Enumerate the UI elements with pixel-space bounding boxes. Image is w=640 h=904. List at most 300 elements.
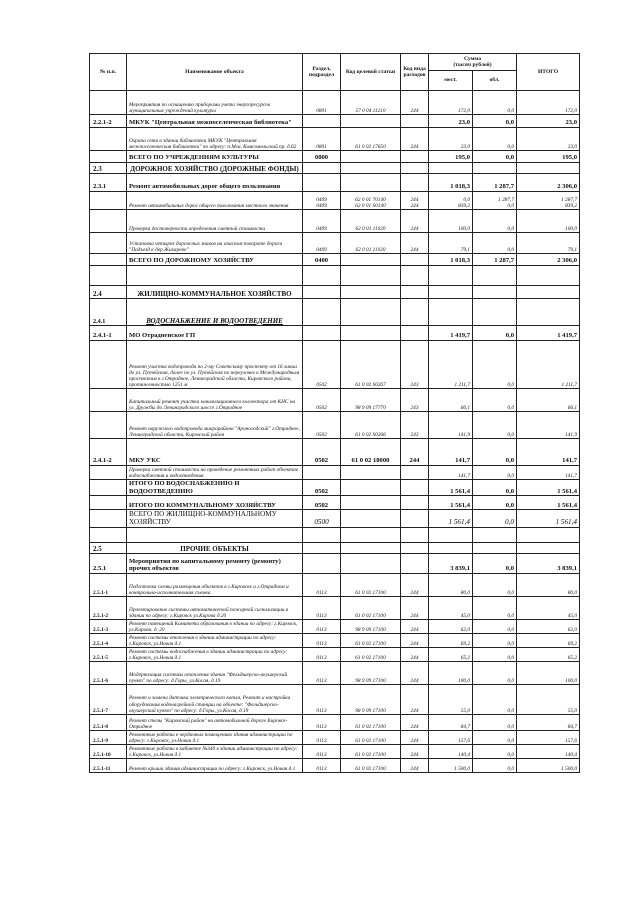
cell-name: ВСЕГО ПО ЖИЛИЩНО-КОММУНАЛЬНОМУ ХОЗЯЙСТВУ — [127, 510, 303, 528]
cell-kvr: 244 — [401, 744, 429, 758]
cell-section: 0113 — [303, 619, 341, 633]
cell-kvr: 244 — [401, 684, 429, 714]
cell-kvr — [401, 174, 429, 192]
cell-local: 1 211,7 — [429, 341, 473, 389]
cell-kcs: 61 0 02 17650 — [341, 128, 401, 151]
cell-regional: 0,0 — [473, 412, 517, 439]
cell-name: МО Отрадненское ГП — [127, 326, 303, 341]
cell-local — [429, 527, 473, 542]
cell-total: 100,0 — [517, 661, 580, 684]
cell-total: 3 839,1 — [517, 553, 580, 573]
cell-local: 141,9 — [429, 412, 473, 439]
cell-kcs — [341, 286, 401, 299]
cell-regional: 0,0 — [473, 596, 517, 619]
table-row — [90, 233, 580, 254]
cell-kcs: 62 0 01 70140 62 0 01 S0140 — [341, 192, 401, 210]
cell-regional: 0,0 — [473, 661, 517, 684]
cell-section: 0801 — [303, 128, 341, 151]
cell-kvr: 244 — [401, 91, 429, 115]
cell-regional — [473, 266, 517, 286]
cell-kvr: 244 — [401, 730, 429, 744]
cell-local: 0,0 839,2 — [429, 192, 473, 210]
cell-local — [429, 542, 473, 553]
cell-kvr: 243 — [401, 389, 429, 412]
cell-kvr: 244 — [401, 128, 429, 151]
cell-regional: 0,0 — [473, 439, 517, 466]
cell-kvr: 244 — [401, 439, 429, 466]
cell-kcs — [341, 163, 401, 174]
cell-kcs — [341, 553, 401, 573]
cell-section — [303, 326, 341, 341]
cell-local: 1 500,0 — [429, 758, 473, 772]
cell-kvr — [401, 151, 429, 163]
cell-section — [303, 286, 341, 299]
cell-regional: 0,0 — [473, 466, 517, 480]
cell-code — [90, 466, 127, 480]
cell-section: 0113 — [303, 714, 341, 730]
cell-name: Проектирование системы автоматической пожарной сигнализации в здании по адресу: г.Кировск ул.Кирова д.20 — [127, 596, 303, 619]
table-row — [90, 254, 580, 266]
cell-kvr — [401, 115, 429, 128]
table-row — [90, 115, 580, 128]
cell-name: Ремонт автомобильных дорог общего пользования местного значения — [127, 192, 303, 210]
cell-section — [303, 542, 341, 553]
cell-local: 79,1 — [429, 233, 473, 254]
table-row — [90, 299, 580, 326]
cell-total: 84,7 — [517, 714, 580, 730]
header-section: Раздел, подраздел — [303, 54, 341, 91]
cell-kvr: 244 — [401, 647, 429, 661]
cell-local: 100,0 — [429, 661, 473, 684]
table-row — [90, 151, 580, 163]
cell-name: Ремонт стелы "Кировский район" на автомобильной дороге Кировск-Отрадное — [127, 714, 303, 730]
cell-kcs: 61 0 02 17100 — [341, 633, 401, 647]
cell-section: 0801 — [303, 91, 341, 115]
cell-section: 0113 — [303, 730, 341, 744]
cell-kvr — [401, 163, 429, 174]
cell-local: 157,6 — [429, 730, 473, 744]
cell-kcs: 61 0 02 17100 — [341, 596, 401, 619]
cell-total: 100,0 — [517, 210, 580, 233]
cell-name: Ремонтные работы в кабинете №340 в здании администрации по адресу: г.Кировск, ул.Новая д.1 — [127, 744, 303, 758]
cell-section: 0113 — [303, 744, 341, 758]
budget-table — [89, 53, 580, 773]
cell-section: 0409 0409 — [303, 192, 341, 210]
cell-regional: 0,0 — [473, 151, 517, 163]
header-regional: обл. — [473, 71, 517, 91]
cell-name: Мероприятия по оснащению приборами учета энергоресурсов муниципальных учреждений культуры — [127, 91, 303, 115]
cell-kcs — [341, 466, 401, 480]
cell-name: Ремонт системы отопления в здании администрации по адресу: г.Кировск, ул.Новая д.1 — [127, 633, 303, 647]
cell-local: 69,2 — [429, 633, 473, 647]
cell-code: 2.4.1-1 — [90, 326, 127, 341]
cell-local: 80,0 — [429, 573, 473, 596]
cell-kvr: 244 — [401, 210, 429, 233]
table-row — [90, 714, 580, 730]
cell-kvr — [401, 496, 429, 510]
cell-total: 45,0 — [517, 596, 580, 619]
cell-section: 0500 — [303, 510, 341, 528]
cell-local: 23,0 — [429, 128, 473, 151]
cell-section: 0113 — [303, 661, 341, 684]
cell-name: Проверка достоверности определения сметной стоимости — [127, 210, 303, 233]
cell-kcs: 98 9 09 17100 — [341, 684, 401, 714]
cell-regional: 0,0 — [473, 684, 517, 714]
cell-regional: 0,0 — [473, 573, 517, 596]
table-row — [90, 163, 580, 174]
cell-code: 2.2.1-2 — [90, 115, 127, 128]
cell-regional — [473, 542, 517, 553]
header-local: мест. — [429, 71, 473, 91]
cell-section: 0502 — [303, 412, 341, 439]
table-row — [90, 684, 580, 714]
table-row — [90, 730, 580, 744]
cell-code — [90, 192, 127, 210]
cell-section: 0502 — [303, 496, 341, 510]
cell-kvr — [401, 254, 429, 266]
cell-name: Ремонт наружного водопровода микрорайона "Ароногодский" г.Отрадное, Ленинградской области, Кировский район — [127, 412, 303, 439]
cell-total: 23,0 — [517, 128, 580, 151]
cell-kcs — [341, 480, 401, 496]
cell-section: 0113 — [303, 758, 341, 772]
table-row — [90, 496, 580, 510]
cell-name: ПРОЧИЕ ОБЪЕКТЫ — [127, 542, 303, 553]
cell-regional: 0,0 — [473, 210, 517, 233]
cell-code — [90, 527, 127, 542]
cell-local: 140,4 — [429, 744, 473, 758]
table-row — [90, 266, 580, 286]
cell-code — [90, 151, 127, 163]
cell-code: 2.5 — [90, 542, 127, 553]
cell-name — [127, 266, 303, 286]
cell-section: 0800 — [303, 151, 341, 163]
cell-total: 140,4 — [517, 744, 580, 758]
cell-total: 195,0 — [517, 151, 580, 163]
table-row — [90, 744, 580, 758]
cell-code — [90, 210, 127, 233]
header-kcs: Код целевой статьи — [341, 54, 401, 91]
cell-total: 69,2 — [517, 633, 580, 647]
cell-name — [127, 527, 303, 542]
cell-section: 0113 — [303, 596, 341, 619]
cell-total: 65,2 — [517, 647, 580, 661]
cell-kcs — [341, 174, 401, 192]
table-row — [90, 439, 580, 466]
header-num: № п.п. — [90, 54, 127, 91]
cell-name: ВСЕГО ПО ДОРОЖНОМУ ХОЗЯЙСТВУ — [127, 254, 303, 266]
table-row — [90, 758, 580, 772]
cell-kvr — [401, 480, 429, 496]
cell-kcs: 61 0 02 17100 — [341, 573, 401, 596]
cell-kcs — [341, 510, 401, 528]
cell-kcs — [341, 542, 401, 553]
table-row — [90, 633, 580, 647]
cell-total — [517, 527, 580, 542]
cell-code — [90, 510, 127, 528]
table-row — [90, 527, 580, 542]
cell-total: 141,9 — [517, 412, 580, 439]
cell-regional: 0,0 — [473, 633, 517, 647]
cell-code: 2.4 — [90, 286, 127, 299]
cell-regional: 0,0 — [473, 510, 517, 528]
cell-local: 172,0 — [429, 91, 473, 115]
cell-total: 1 287,7 839,2 — [517, 192, 580, 210]
cell-regional: 0,0 — [473, 758, 517, 772]
table-row — [90, 174, 580, 192]
cell-name: Капитальный ремонт участка канализационного коллектора от КНС на ул. Дружбы до Ленинградского шоссе г.Отрадное — [127, 389, 303, 412]
table-body — [90, 91, 580, 773]
cell-code — [90, 91, 127, 115]
cell-code: 2.5.1-5 — [90, 647, 127, 661]
cell-regional: 0,0 — [473, 496, 517, 510]
header-name: Наименование объекта — [127, 54, 303, 91]
cell-regional: 1 287,7 — [473, 254, 517, 266]
cell-section: 0502 — [303, 439, 341, 466]
cell-local — [429, 299, 473, 326]
cell-total: 2 306,0 — [517, 174, 580, 192]
cell-kcs: 62 0 01 11020 — [341, 233, 401, 254]
cell-section: 0400 — [303, 254, 341, 266]
cell-code: 2.5.1-2 — [90, 596, 127, 619]
cell-kvr — [401, 326, 429, 341]
cell-total: 141,7 — [517, 439, 580, 466]
cell-total: 141,7 — [517, 466, 580, 480]
cell-total — [517, 542, 580, 553]
cell-regional: 0,0 — [473, 233, 517, 254]
cell-local: 62,0 — [429, 619, 473, 633]
cell-code: 2.5.1-6 — [90, 661, 127, 684]
cell-total: 55,0 — [517, 684, 580, 714]
cell-local: 1 419,7 — [429, 326, 473, 341]
cell-section: 0113 — [303, 684, 341, 714]
cell-total — [517, 299, 580, 326]
cell-kvr — [401, 286, 429, 299]
cell-code — [90, 341, 127, 389]
cell-kcs: 62 0 01 11020 — [341, 210, 401, 233]
table-row — [90, 128, 580, 151]
cell-name: Проверка сметной стоимости на проведение ремонтных работ объектов водоснабжения и водоотведения — [127, 466, 303, 480]
cell-total: 2 306,0 — [517, 254, 580, 266]
cell-local: 23,0 — [429, 115, 473, 128]
cell-name: Ремонт крыши здания администрации по адресу: г.Кировск, ул.Новая д.1 — [127, 758, 303, 772]
cell-local: 141,7 — [429, 466, 473, 480]
cell-code: 2.4.1-2 — [90, 439, 127, 466]
cell-local: 1 561,4 — [429, 496, 473, 510]
cell-total: 1 500,0 — [517, 758, 580, 772]
table-row — [90, 326, 580, 341]
cell-section — [303, 266, 341, 286]
cell-section: 0113 — [303, 633, 341, 647]
cell-local: 1 561,4 — [429, 480, 473, 496]
cell-kvr: 244 — [401, 233, 429, 254]
cell-kcs — [341, 326, 401, 341]
cell-kcs: 61 0 02 17100 — [341, 647, 401, 661]
table-row — [90, 210, 580, 233]
cell-section: 0502 — [303, 480, 341, 496]
cell-name: Ремонт участка водопровода по 2-му Советскому проспекту от 16 линии до ул. Путейская, далее по ул. Путейская по переулочке к Международным проспектам в г.Отрадное, Ленинградской области, Кировского района, протяженностью 1251 м — [127, 341, 303, 389]
cell-total: 66,1 — [517, 389, 580, 412]
cell-name: Охрана сети в здании библиотеки МКУК "Центральная межпоселенческая библиотека" по адресу: п.Мга, Комсомольский пр. д.62 — [127, 128, 303, 151]
cell-local: 55,0 — [429, 684, 473, 714]
cell-name: Мероприятия по капитальному ремонту (ремонту) прочих объектов — [127, 553, 303, 573]
cell-code — [90, 496, 127, 510]
table-row — [90, 510, 580, 528]
cell-kvr: 244 — [401, 633, 429, 647]
cell-kcs — [341, 151, 401, 163]
cell-regional: 1 287,7 0,0 — [473, 192, 517, 210]
header-total: ИТОГО — [517, 54, 580, 91]
cell-local: 45,0 — [429, 596, 473, 619]
cell-local: 100,0 — [429, 210, 473, 233]
cell-kcs: 61 0 02 18000 — [341, 439, 401, 466]
cell-name: Установка четырех дорожных знаков на опасном повороте дороги "Подъезд к дер.Жихарево" — [127, 233, 303, 254]
table-row — [90, 286, 580, 299]
cell-code: 2.3 — [90, 163, 127, 174]
cell-regional — [473, 286, 517, 299]
cell-kcs — [341, 266, 401, 286]
cell-kvr: 244 — [401, 619, 429, 633]
cell-code — [90, 266, 127, 286]
cell-name: МКУК "Центральная межпоселенческая библиотека" — [127, 115, 303, 128]
cell-regional: 0,0 — [473, 480, 517, 496]
cell-local: 195,0 — [429, 151, 473, 163]
cell-kcs: 61 0 02 17100 — [341, 714, 401, 730]
cell-name: МКУ УКС — [127, 439, 303, 466]
cell-code: 2.5.1 — [90, 553, 127, 573]
cell-regional: 0,0 — [473, 128, 517, 151]
cell-local: 84,7 — [429, 714, 473, 730]
cell-regional: 0,0 — [473, 389, 517, 412]
cell-section — [303, 115, 341, 128]
cell-kvr: 243 — [401, 412, 429, 439]
header-sum: Сумма (тысяч рублей) — [429, 54, 517, 71]
table-row — [90, 480, 580, 496]
cell-code — [90, 389, 127, 412]
cell-regional — [473, 299, 517, 326]
cell-kvr — [401, 553, 429, 573]
table-row — [90, 661, 580, 684]
cell-section: 0502 — [303, 389, 341, 412]
cell-total: 62,0 — [517, 619, 580, 633]
cell-section: 0113 — [303, 647, 341, 661]
cell-kvr — [401, 527, 429, 542]
cell-section — [303, 553, 341, 573]
cell-total: 80,0 — [517, 573, 580, 596]
cell-kcs: 98 9 09 17770 — [341, 389, 401, 412]
cell-code — [90, 412, 127, 439]
cell-regional: 0,0 — [473, 115, 517, 128]
cell-total — [517, 286, 580, 299]
cell-name: ВОДОСНАБЖЕНИЕ И ВОДООТВЕДЕНИЕ — [127, 299, 303, 326]
cell-regional: 0,0 — [473, 714, 517, 730]
cell-total: 157,6 — [517, 730, 580, 744]
cell-regional: 0,0 — [473, 744, 517, 758]
cell-code — [90, 480, 127, 496]
cell-total — [517, 266, 580, 286]
cell-kcs — [341, 299, 401, 326]
cell-code: 2.5.1-1 — [90, 573, 127, 596]
cell-kvr — [401, 542, 429, 553]
cell-total: 1 561,4 — [517, 510, 580, 528]
table-row — [90, 573, 580, 596]
cell-total: 79,1 — [517, 233, 580, 254]
cell-kcs: 61 0 02 S0267 — [341, 341, 401, 389]
table-row — [90, 91, 580, 115]
cell-total: 1 561,4 — [517, 480, 580, 496]
cell-regional: 0,0 — [473, 647, 517, 661]
cell-code — [90, 128, 127, 151]
cell-local: 141,7 — [429, 439, 473, 466]
cell-section — [303, 299, 341, 326]
cell-kcs: 61 0 02 17100 — [341, 758, 401, 772]
cell-code: 2.5.1-10 — [90, 744, 127, 758]
cell-regional: 0,0 — [473, 619, 517, 633]
cell-name: Ремонтные работы в чердачных помещениях здания администрации по адресу: г.Кировск, ул.Новая д.1 — [127, 730, 303, 744]
cell-code: 2.5.1-9 — [90, 730, 127, 744]
cell-code: 2.4.1 — [90, 299, 127, 326]
cell-kcs: 61 0 02 S0266 — [341, 412, 401, 439]
cell-kvr — [401, 466, 429, 480]
cell-kvr: 244 — [401, 714, 429, 730]
cell-kcs: 61 0 02 17100 — [341, 744, 401, 758]
cell-regional: 0,0 — [473, 730, 517, 744]
cell-code: 2.5.1-3 — [90, 619, 127, 633]
cell-kvr: 244 — [401, 661, 429, 684]
cell-regional: 0,0 — [473, 341, 517, 389]
cell-kvr: 244 244 — [401, 192, 429, 210]
cell-section — [303, 163, 341, 174]
cell-local: 3 839,1 — [429, 553, 473, 573]
cell-name: Ремонт системы водоснабжения в здании администрации по адресу: г.Кировск, ул.Новая д.1 — [127, 647, 303, 661]
cell-kvr: 244 — [401, 596, 429, 619]
cell-total: 1 561,4 — [517, 496, 580, 510]
cell-code — [90, 233, 127, 254]
cell-kcs: 98 9 09 17100 — [341, 661, 401, 684]
cell-section — [303, 174, 341, 192]
cell-regional: 0,0 — [473, 326, 517, 341]
cell-name: ДОРОЖНОЕ ХОЗЯЙСТВО (ДОРОЖНЫЕ ФОНДЫ) — [127, 163, 303, 174]
table-row — [90, 466, 580, 480]
cell-local: 1 018,3 — [429, 174, 473, 192]
cell-kcs: 98 9 09 17100 — [341, 619, 401, 633]
table-row — [90, 647, 580, 661]
table-row — [90, 192, 580, 210]
cell-local: 65,2 — [429, 647, 473, 661]
cell-code: 2.5.1-8 — [90, 714, 127, 730]
cell-code: 2.3.1 — [90, 174, 127, 192]
cell-local — [429, 286, 473, 299]
cell-local: 1 018,3 — [429, 254, 473, 266]
cell-total — [517, 163, 580, 174]
cell-name: ИТОГО ПО КОММУНАЛЬНОМУ ХОЗЯЙСТВУ — [127, 496, 303, 510]
cell-kcs — [341, 254, 401, 266]
cell-code: 2.5.1-7 — [90, 684, 127, 714]
cell-name: Ремонт автомобильных дорог общего пользования — [127, 174, 303, 192]
cell-kcs — [341, 527, 401, 542]
table-row — [90, 619, 580, 633]
cell-kvr — [401, 299, 429, 326]
cell-regional — [473, 527, 517, 542]
cell-kcs — [341, 496, 401, 510]
table-row — [90, 553, 580, 573]
cell-total: 23,0 — [517, 115, 580, 128]
cell-section: 0113 — [303, 573, 341, 596]
cell-kcs — [341, 115, 401, 128]
cell-local: 66,1 — [429, 389, 473, 412]
cell-section: 0409 — [303, 233, 341, 254]
table-row — [90, 341, 580, 389]
cell-section — [303, 466, 341, 480]
